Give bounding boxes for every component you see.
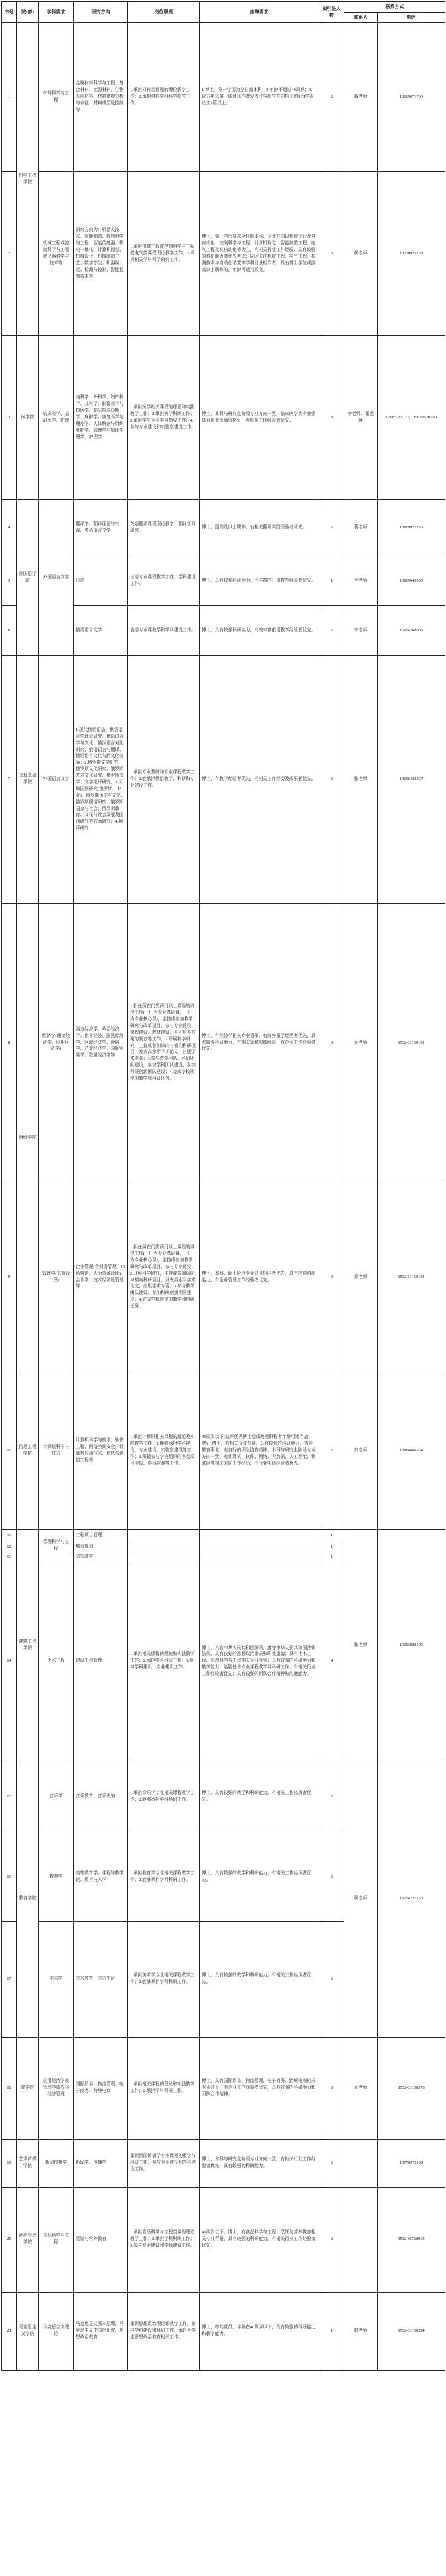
number-cell: 2: [319, 500, 344, 556]
header-phone: 电话: [378, 12, 445, 23]
contact-person-cell: 李老师: [344, 556, 378, 606]
discipline-cell: 外国语言文学: [39, 500, 74, 656]
contact-person-cell: 乔老师: [344, 2037, 378, 2139]
direction-cell: 新闻学、传播学: [74, 2139, 128, 2187]
number-cell: 2: [319, 1761, 344, 1832]
row-number: 7: [2, 656, 17, 904]
direction-cell: 计算机科学与技术、软件工程、网络空间安全、计算机应用技术、信息与通信工程等: [74, 1372, 128, 1530]
row-number: 17: [2, 1921, 17, 2037]
phone-cell: 0532-83150101: [378, 1182, 445, 1372]
row-number: 3: [2, 336, 17, 500]
row-number: 8: [2, 904, 17, 1182]
row-number: 10: [2, 1372, 17, 1530]
direction-cell: 国际贸易、物流管理、电子商务、跨境电商: [74, 2037, 128, 2139]
number-cell: 3: [319, 1182, 344, 1372]
duty-cell: 1.承担计算机相关课程的理论及实践教学工作；2.能够承担学科建设、专业建设、实验室建设等工作；3.积极参与学校组织的各类项目申报、学科竞赛等工作。: [128, 1372, 200, 1530]
header-contact-person: 联系人: [344, 12, 378, 23]
duty-cell: 1.承担医学相关课程的理论和实践教学工作；2.承担医学科研工作；3.承担学生专业实习指导工作；4.参与专业建设和实验室建设工作。: [128, 336, 200, 500]
contact-person-cell: 侯老师: [344, 172, 378, 336]
college-cell: 酒店管理学院: [17, 2187, 39, 2292]
row-number: 20: [2, 2187, 17, 2292]
number-cell: 1: [319, 556, 344, 606]
phone-cell: 13776572139: [378, 2139, 445, 2187]
requirement-cell: 博士，本科、硕士阶段专业背景相同者优先，具有较强科研能力，有企业管理工作经验者优先。: [200, 1182, 319, 1372]
requirement-cell: 45周岁以下(获评优秀博士后或教授职称者年龄可适当放宽)，博士，有相关专业背景，具有较强的科研能力，热爱教育事业，有良好的团队协作精神；本科与研究生阶段专业方向一致；有计算机、软件、网络、大数据、人工智能、物联网等相关方向工作经历，有行业实践经验者优先。: [200, 1372, 319, 1530]
college-cell: 外国语学院: [17, 500, 39, 656]
table-row: [2, 336, 445, 500]
duty-cell: 1.承担专业基础和专业课程教学工作；2.能承担俄语教学、科研和专业建设工作。: [128, 656, 200, 904]
duty-cell: 日语专业课程教学工作，学科建设工作。: [128, 556, 200, 606]
duty-cell: 俄语专业课教学和学科建设工作。: [128, 606, 200, 656]
row-number: 21: [2, 2292, 17, 2370]
direction-cell: 建设工程管理: [74, 1562, 128, 1761]
number-cell: 8: [319, 336, 344, 500]
direction-cell: 音乐教育、音乐表演: [74, 1761, 128, 1832]
college-cell: 商学院: [17, 2037, 39, 2139]
table-row: [2, 172, 445, 336]
duty-cell: 承担新闻传播学专业课程的教学与科研工作，参与专业建设和学科建设工作。: [128, 2139, 200, 2187]
direction-cell: 美术教育、美术史论: [74, 1921, 128, 2037]
contact-person-cell: 李老师、霍老师: [344, 336, 378, 500]
discipline-cell: 计算机科学与技术: [39, 1372, 74, 1530]
phone-cell: 13669071763: [378, 23, 445, 172]
row-number: 4: [2, 500, 17, 556]
duty-cell: 英语翻译课程理论教学；翻译学科研究。: [128, 500, 200, 556]
table-row: [2, 656, 445, 904]
header-discipline: 学科要求: [39, 2, 74, 23]
direction-cell: 企业管理(含财务管理、市场营销、人力资源管理)、会计学、技术经济及管理等: [74, 1182, 128, 1372]
table-row: [2, 1530, 445, 1542]
college-cell: 马克思主义学院: [17, 2292, 39, 2370]
requirement-cell: 博士，本科与研究生阶段专业方向一致，临床医学类专业需具有执业医师资格证，有临床工作经验者优先。: [200, 336, 319, 500]
requirement-cell: [200, 1530, 319, 1542]
row-number: 5: [2, 556, 17, 606]
table-row: [2, 23, 445, 172]
table-row: [2, 2292, 445, 2370]
college-cell: 建筑工程学院: [17, 1530, 39, 1761]
number-cell: 1: [319, 1530, 344, 1542]
requirement-cell: 博士，具有较强科研能力，有较丰富俄语教学经验者优先。: [200, 606, 319, 656]
table-row: [2, 2187, 445, 2292]
row-number: 12: [2, 1542, 17, 1552]
college-cell: 教育学院: [17, 1761, 39, 2037]
table-body: [2, 23, 445, 2371]
row-number: 18: [2, 2037, 17, 2139]
number-cell: 1: [319, 1542, 344, 1552]
phone-cell: 15254227755: [378, 1761, 445, 2037]
discipline-cell: 应用经济学或管理学或农林经济管理: [39, 2037, 74, 2139]
row-number: 6: [2, 606, 17, 656]
duty-cell: 1.承担食品科学与工程类课程理论教学工作；2.承担学科科研工作；3.参与专业建设和学科建设工作。: [128, 2187, 200, 2292]
number-cell: 3: [319, 2037, 344, 2139]
requirement-cell: 博士，第一学历要求全日制本科；专业方向以机械设计及其自动化、控制科学与工程、计算机视觉、智能制造工程、电气工程及其自动化等为主，有相关行业工作经验、具有较强的科研能力者优先考虑；同时关注机械工程、电气工程、检测技术与自动化装置等学科背景相当者，具有博士学位或副高以上职称的，年龄可适当放宽。: [200, 172, 319, 336]
table-row: [2, 2139, 445, 2187]
header-direction: 研究方向: [74, 2, 128, 23]
phone-cell: 13969645030: [378, 556, 445, 606]
duty-cell: 1.承担音乐学专业相关课程教学工作；2.能够承担学科科研工作。: [128, 1761, 200, 1832]
contact-person-cell: 侯老师: [344, 1761, 378, 2037]
duty-cell: 1.担任所在门类两门以上课程的讲授工作(一门为专业基础课，一门为专业核心课)，主持或参加教学研究与改革项目，参与专业建设；2.开展科学研究，主持或参加纵向与横向科研项目，发表高水平学术论文，出版学术专著；3.参与教学团队建设、参加科研创新团队建设；4.完成学校规定的教学和科研任务。: [128, 1182, 200, 1372]
phone-cell: 15063088505: [378, 1530, 445, 1761]
table-row: [2, 1761, 445, 1832]
direction-cell: 日语: [74, 556, 128, 606]
duty-cell: [128, 1530, 200, 1542]
requirement-cell: 博士，中共党员，年龄在40周岁以下，具有较强的科研能力和教学能力。: [200, 2292, 319, 2370]
number-cell: 4: [319, 1562, 344, 1761]
discipline-cell: 食品科学与工程: [39, 2187, 74, 2292]
duty-cell: [128, 1552, 200, 1562]
discipline-cell: 材料科学与工程: [39, 23, 74, 172]
number-cell: 6: [319, 172, 344, 336]
number-cell: 3: [319, 656, 344, 904]
requirement-cell: 博士，具有国际贸易、物流管理、电子商务、跨境电商相关专业背景，有企业工作经验者优先，具有较强的科研能力和团队合作精神。: [200, 2037, 319, 2139]
header-number: 拟引进人数: [319, 2, 344, 23]
college-cell: 医学院: [17, 336, 39, 500]
direction-cell: 俄语语言文学: [74, 606, 128, 656]
direction-cell: 高等教育学、课程与教学论、教育技术学: [74, 1832, 128, 1921]
header-no: 序号: [2, 2, 17, 23]
direction-cell: 防灾减灾: [74, 1552, 128, 1562]
contact-person-cell: 乔老师: [344, 904, 378, 1182]
number-cell: 3: [319, 904, 344, 1182]
table-row: [2, 1182, 445, 1372]
duty-cell: [128, 1542, 200, 1552]
requirement-cell: [200, 1552, 319, 1562]
duty-cell: 1.承担相关课程的理论和实践教学工作；2.承担学科科研工作；3.参与学科建设、专业建设工作。: [128, 1562, 200, 1761]
header-duty: 岗位职责: [128, 2, 200, 23]
requirement-cell: 1.博士，第一学历为全日制本科；2.年龄不超过40周岁；3.近五年以第一或通讯作者发表过与研究方向相关的SCI学术论文1篇以上。: [200, 23, 319, 172]
direction-cell: 烹饪与营养教育: [74, 2187, 128, 2292]
contact-person-cell: 张老师: [344, 656, 378, 904]
row-number: 13: [2, 1552, 17, 1562]
discipline-cell: 音乐学: [39, 1761, 74, 1832]
direction-cell: 工程项目管理: [74, 1530, 128, 1542]
direction-cell: 翻译学、翻译理论与实践、英语语言文学: [74, 500, 128, 556]
contact-person-cell: 张老师: [344, 1530, 378, 1761]
table-row: [2, 500, 445, 556]
direction-cell: 1.现代俄语语法、俄语语言学理论研究、俄语语言学与文化、俄汉语言对比研究、俄语语言与翻译、俄语语言文化与跨文化交际；2.俄罗斯文学研究、俄罗斯文化研究、俄罗斯艺术文化研究、俄罗斯文学、文学批评研究；3.区域国别研究(俄罗斯、中亚)、俄罗斯历史与文化、俄罗斯国情研究、俄罗斯国家与社会、俄罗斯教育、文化与社会发展及国别研究等方面研究；4.翻译研究: [74, 656, 128, 904]
table-row: [2, 2037, 445, 2139]
contact-person-cell: 刘老师: [344, 1372, 378, 1530]
direction-cell: 西方经济学、政治经济学、世界经济、国民经济学、区域经济学、金融学、产业经济学、国际贸易学、数量经济学等: [74, 904, 128, 1182]
discipline-cell: 马克思主义理论: [39, 2292, 74, 2370]
requirement-cell: 博士，具有较强的教学和科研能力，有相关工作经历者优先。: [200, 1761, 319, 1832]
number-cell: 2: [319, 1372, 344, 1530]
row-number: 14: [2, 1562, 17, 1761]
table-header: [2, 2, 445, 23]
discipline-cell: 外国语言文学: [39, 656, 74, 904]
header-requirement: 应聘要求: [200, 2, 319, 23]
duty-cell: 1.承担材料类课程的理论教学工作；2.承担材料学科科学研究工作。: [128, 23, 200, 172]
recruitment-table: [1, 1, 445, 2371]
discipline-cell: 新闻传播学: [39, 2139, 74, 2187]
requirement-cell: 博士，具有较强科研能力，有丰富的日语教学经验者优先。: [200, 556, 319, 606]
duty-cell: 1.承担机械工程或控制科学与工程或电气类课程理论教学工作；2.承担相关学科科学研究工作。: [128, 172, 200, 336]
discipline-cell: 教育学: [39, 1832, 74, 1921]
phone-cell: 13864666554: [378, 1372, 445, 1530]
table-row: [2, 904, 445, 1182]
row-number: 9: [2, 1182, 17, 1372]
requirement-cell: 博士，具有中华人民共和国国籍，遵守中华人民共和国法律法规，具有良好的思想政治素质和职业道德；具有土木工程、管理科学与工程相关专业背景；具有较强的科研能力和教学能力，能胜任本专业课程教学及科研工作；有相关行业工作经验者优先；具有较强的团队合作精神和沟通能力。: [200, 1562, 319, 1761]
number-cell: 2: [319, 606, 344, 656]
contact-person-cell: 韩老师: [344, 2292, 378, 2370]
phone-cell: 13730925768: [378, 172, 445, 336]
row-number: 16: [2, 1832, 17, 1921]
direction-cell: 马克思主义基本原理、马克思主义中国化研究、思想政治教育: [74, 2292, 128, 2370]
number-cell: 2: [319, 2139, 344, 2187]
requirement-cell: 博士，有经济学相关专业背景，有海外留学经历者优先，具有较强科研能力，有相关领域实践经验，有企业工作经验者优先。: [200, 904, 319, 1182]
row-number: 15: [2, 1761, 17, 1832]
row-number: 1: [2, 23, 17, 172]
phone-cell: 0532-83150101: [378, 904, 445, 1182]
contact-person-cell: 蒋老师: [344, 500, 378, 556]
discipline-cell: 管理科学与工程: [39, 1530, 74, 1562]
duty-cell: 1.承担教育学专业相关课程教学工作；2.能够承担学科科研工作。: [128, 1832, 200, 1921]
college-cell: 信息工程学院: [17, 1372, 39, 1530]
discipline-cell: 临床医学、基础医学、护理: [39, 336, 74, 500]
contact-person-cell: 宋老师: [344, 606, 378, 656]
requirement-cell: 博士，具有较强的教学和科研能力，有相关工作经历者优先。: [200, 1921, 319, 2037]
row-number: 2: [2, 172, 17, 336]
phone-cell: 0532-83150378: [378, 2037, 445, 2139]
discipline-cell: 管理学(工商管理): [39, 1182, 74, 1372]
direction-cell: 研究方向为：机器人技术、智能制造、控制科学与工程、智能传感器、机电一体化、计算机视觉、机械设计、机械制造工艺、数字孪生、机器视觉、检测与控制、智能控制技术等: [74, 172, 128, 336]
direction-cell: 内科学、外科学、妇产科学、儿科学、影像医学与核医学、临床检验诊断学、麻醉学、康复医学与理疗学、人体解剖与组织胚胎学、病理学与病理生理学、护理学: [74, 336, 128, 500]
phone-cell: 0532-86728063: [378, 2187, 445, 2292]
requirement-cell: 博士，具有较强的教学和科研能力，有相关工作经历者优先。: [200, 1832, 319, 1921]
discipline-cell: 土木工程: [39, 1562, 74, 1761]
duty-cell: 1.承担相关课程的理论和实践教学工作；2.承担学科科研工作。: [128, 2037, 200, 2139]
college-cell: 财经学院: [17, 904, 39, 1372]
duty-cell: 1.担任所在门类两门以上课程的讲授工作(一门为专业基础课，一门为专业核心课)，主持或参加教学研究与改革项目，参与专业建设、课程建设、教材建设、人才培养方案的制订等工作；2.开展科学研究，主持或参加纵向与横向科研项目，发表高水平学术论文，出版学术专著；3.参与教学团队、科研团队建设，参加学科团队建设、参加科研创新团队建设；4.完成学校规定的教学和科研任务。: [128, 904, 200, 1182]
number-cell: 1: [319, 2292, 344, 2370]
discipline-cell: 美术学: [39, 1921, 74, 2037]
header-college: 院(部): [17, 2, 39, 23]
contact-person-cell: [344, 2187, 378, 2292]
contact-person-cell: 戴老师: [344, 23, 378, 172]
header-contact: 联系方式: [344, 2, 445, 13]
number-cell: 2: [319, 1832, 344, 1921]
requirement-cell: [200, 1542, 319, 1552]
table-row: [2, 1372, 445, 1530]
duty-cell: 承担思想政治理论课教学工作，参与学科建设和科研工作，承担大学生思想政治教育相关工作。: [128, 2292, 200, 2370]
phone-cell: 0532-83150294: [378, 2292, 445, 2370]
number-cell: 2: [319, 2187, 344, 2292]
phone-cell: 13869927235: [378, 500, 445, 556]
row-number: 19: [2, 2139, 17, 2187]
number-cell: 1: [319, 1552, 344, 1562]
row-number: 11: [2, 1530, 17, 1542]
requirement-cell: 博士，本科与研究生阶段专业方向一致，有相关行业工作经验者优先，具有较强的科研能力。: [200, 2139, 319, 2187]
contact-person-cell: 乔老师: [344, 1182, 378, 1372]
phone-cell: 15954268806: [378, 606, 445, 656]
number-cell: 2: [319, 23, 344, 172]
phone-cell: 17685785177、15610520160: [378, 336, 445, 500]
direction-cell: 城市规划: [74, 1542, 128, 1552]
contact-person-cell: [344, 2139, 378, 2187]
college-cell: 文理基础学院: [17, 656, 39, 904]
duty-cell: 1.承担美术学专业相关课程教学工作；2.能够承担学科科研工作。: [128, 1921, 200, 2037]
requirement-cell: 博士，有教学经验者优先，有相关工作经历及成果者优先。: [200, 656, 319, 904]
requirement-cell: 45周岁以下，博士，有食品科学与工程、烹饪与营养教育相关专业背景，具有较强的科研能力，有相关行业工作经验者优先。: [200, 2187, 319, 2292]
college-cell: 艺术传媒学院: [17, 2139, 39, 2187]
discipline-cell: 经济学(理论经济学、应用经济学): [39, 904, 74, 1182]
requirement-cell: 博士，副高及以上职称；有相关翻译实践经验者优先。: [200, 500, 319, 556]
college-cell: 机电工程学院: [17, 23, 39, 336]
phone-cell: 13606422267: [378, 656, 445, 904]
number-cell: 2: [319, 1921, 344, 2037]
direction-cell: 金属材料科学与工程、复合材料、能源材料、生物医用材料、材料微观分析与表征、材料成型及控制等: [74, 23, 128, 172]
discipline-cell: 机械工程或控制科学与工程或仪器科学与技术等: [39, 172, 74, 336]
